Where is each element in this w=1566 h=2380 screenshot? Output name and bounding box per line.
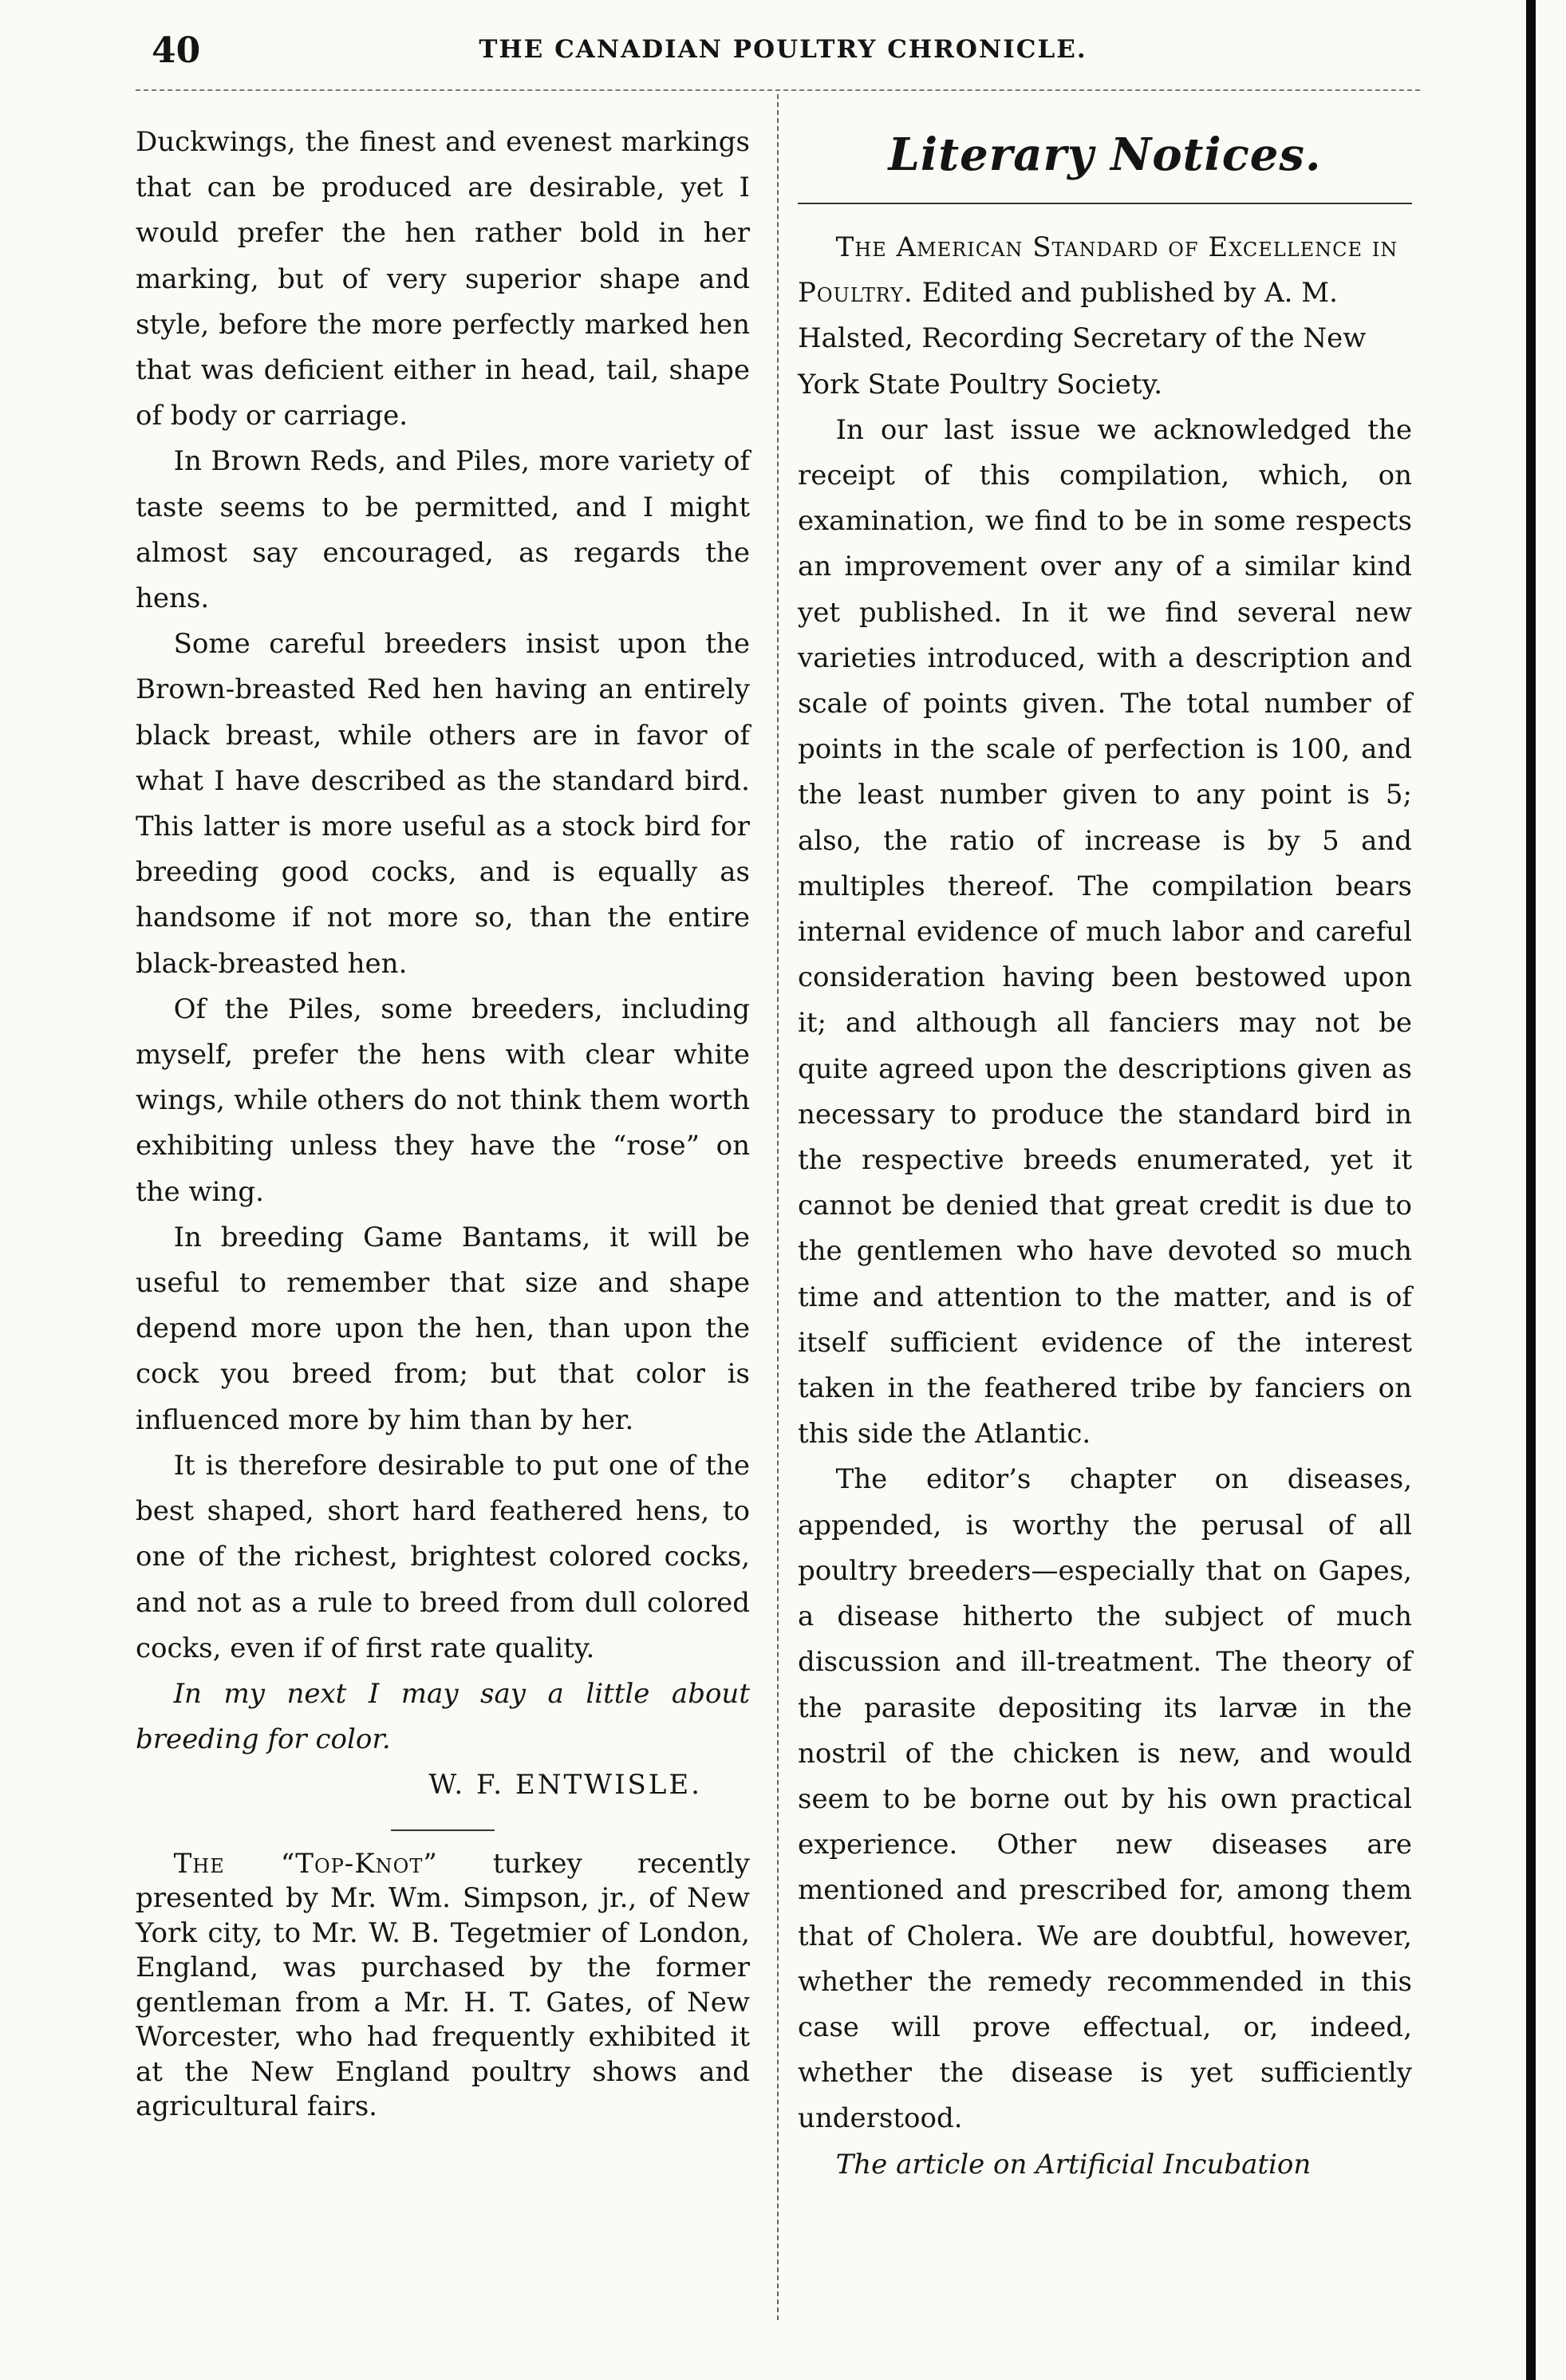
paragraph: In breeding Game Bantams, it will be useful to remember that size and shape depend more upon the hen, than upon the cock you breed from; but that color is influenced more by him than by her.	[136, 1221, 750, 1436]
author-signature: W. F. ENTWISLE.	[428, 1769, 702, 1802]
topknot-paragraph	[136, 1847, 750, 2125]
paragraph: In our last issue we acknowledged the receipt of this compilation, which, on examination, we find to be in some respects an improvement over any of a similar kind yet published. In it we find several new varieties introduced, with a description and scale of points given. The total number of points in the scale of perfection is 100, and the least number given to any point is 5; also, the ratio of increase is by 5 and multiples thereof. The compilation bears internal evidence of much labor and careful consideration having been bestowed upon it; and although all fanciers may not be quite agreed upon the descriptions given as necessary to produce the standard bird in the respective breeds enumerated, yet it cannot be denied that great credit is due to the gentlemen who have devoted so much time and attention to the matter, and is of itself sufficient evidence of the interest taken in the feathered tribe by fanciers on this side the Atlantic.	[798, 413, 1412, 1450]
paragraph: The article on Artificial Incubation	[835, 2148, 1312, 2181]
left-column	[136, 120, 750, 2125]
running-title: THE CANADIAN POULTRY CHRONICLE.	[479, 35, 1087, 64]
paragraph: Duckwings, the finest and evenest markings that can be produced are desirable, yet I would prefer the hen rather bold in her marking, but of very superior shape and style, before the more perfectly marked hen that was deficient either in head, tail, shape of body or carriage.	[136, 126, 750, 432]
section-title: Literary Notices.	[888, 128, 1322, 181]
column-divider	[777, 94, 779, 2320]
right-column	[798, 120, 1412, 2188]
section-rule	[391, 1829, 495, 1831]
paragraph: In Brown Reds, and Piles, more variety of taste seems to be permitted, and I might almost say encouraged, as regards the hens.	[136, 445, 750, 615]
paragraph: The editor’s chapter on diseases, appended, is worthy the perusal of all poultry breeders—especially that on Gapes, a disease hitherto the subject of much discussion and ill-treatment. The theory of the parasite depositing its larvæ in the nostril of the chicken is new, and would seem to be borne out by his own practical experience. Other new diseases are mentioned and prescribed for, among them that of Cholera. We are doubtful, however, whether the remedy recommended in this case will prove effectual, or, indeed, whether the disease is yet sufficiently understood.	[798, 1463, 1412, 2135]
topknot-lead: The “Top-Knot”	[173, 1847, 438, 1880]
notice-details: Edited and published by A. M. Halsted, Recording Secretary of the New York State Poultry Society.	[798, 277, 1367, 401]
page-number: 40	[152, 30, 201, 71]
paragraph: Some careful breeders insist upon the Brown-breasted Red hen having an entirely black breast, while others are in favor of what I have described as the standard bird. This latter is more useful as a stock bird for breeding good cocks, and is equally as handsome if not more so, than the entire black-breasted hen.	[136, 628, 750, 980]
header-rule	[136, 89, 1420, 91]
notice-heading	[798, 225, 1412, 408]
paragraph: Of the Piles, some breeders, including myself, prefer the hens with clear white wings, while others do not think them worth exhibiting unless they have the “rose” on the wing.	[136, 993, 750, 1208]
section-title-rule	[798, 203, 1412, 204]
topknot-text: turkey recently presented by Mr. Wm. Simpson, jr., of New York city, to Mr. W. B. Tegetmier of London, England, was purchased by the former gentleman from a Mr. H. T. Gates, of New Worcester, who had frequently exhibited it at the New England poultry shows and agricultural fairs.	[136, 1847, 750, 2123]
notice-title: The American Standard of Excellence in Poultry.	[798, 231, 1398, 310]
paragraph: In my next I may say a little about breeding for color.	[136, 1677, 750, 1756]
paragraph: It is therefore desirable to put one of the best shaped, short hard feathered hens, to one of the richest, brightest colored cocks, and not as a rule to breed from dull colored cocks, even if of first rate quality.	[136, 1449, 750, 1664]
page-edge-shadow	[1526, 0, 1536, 2380]
